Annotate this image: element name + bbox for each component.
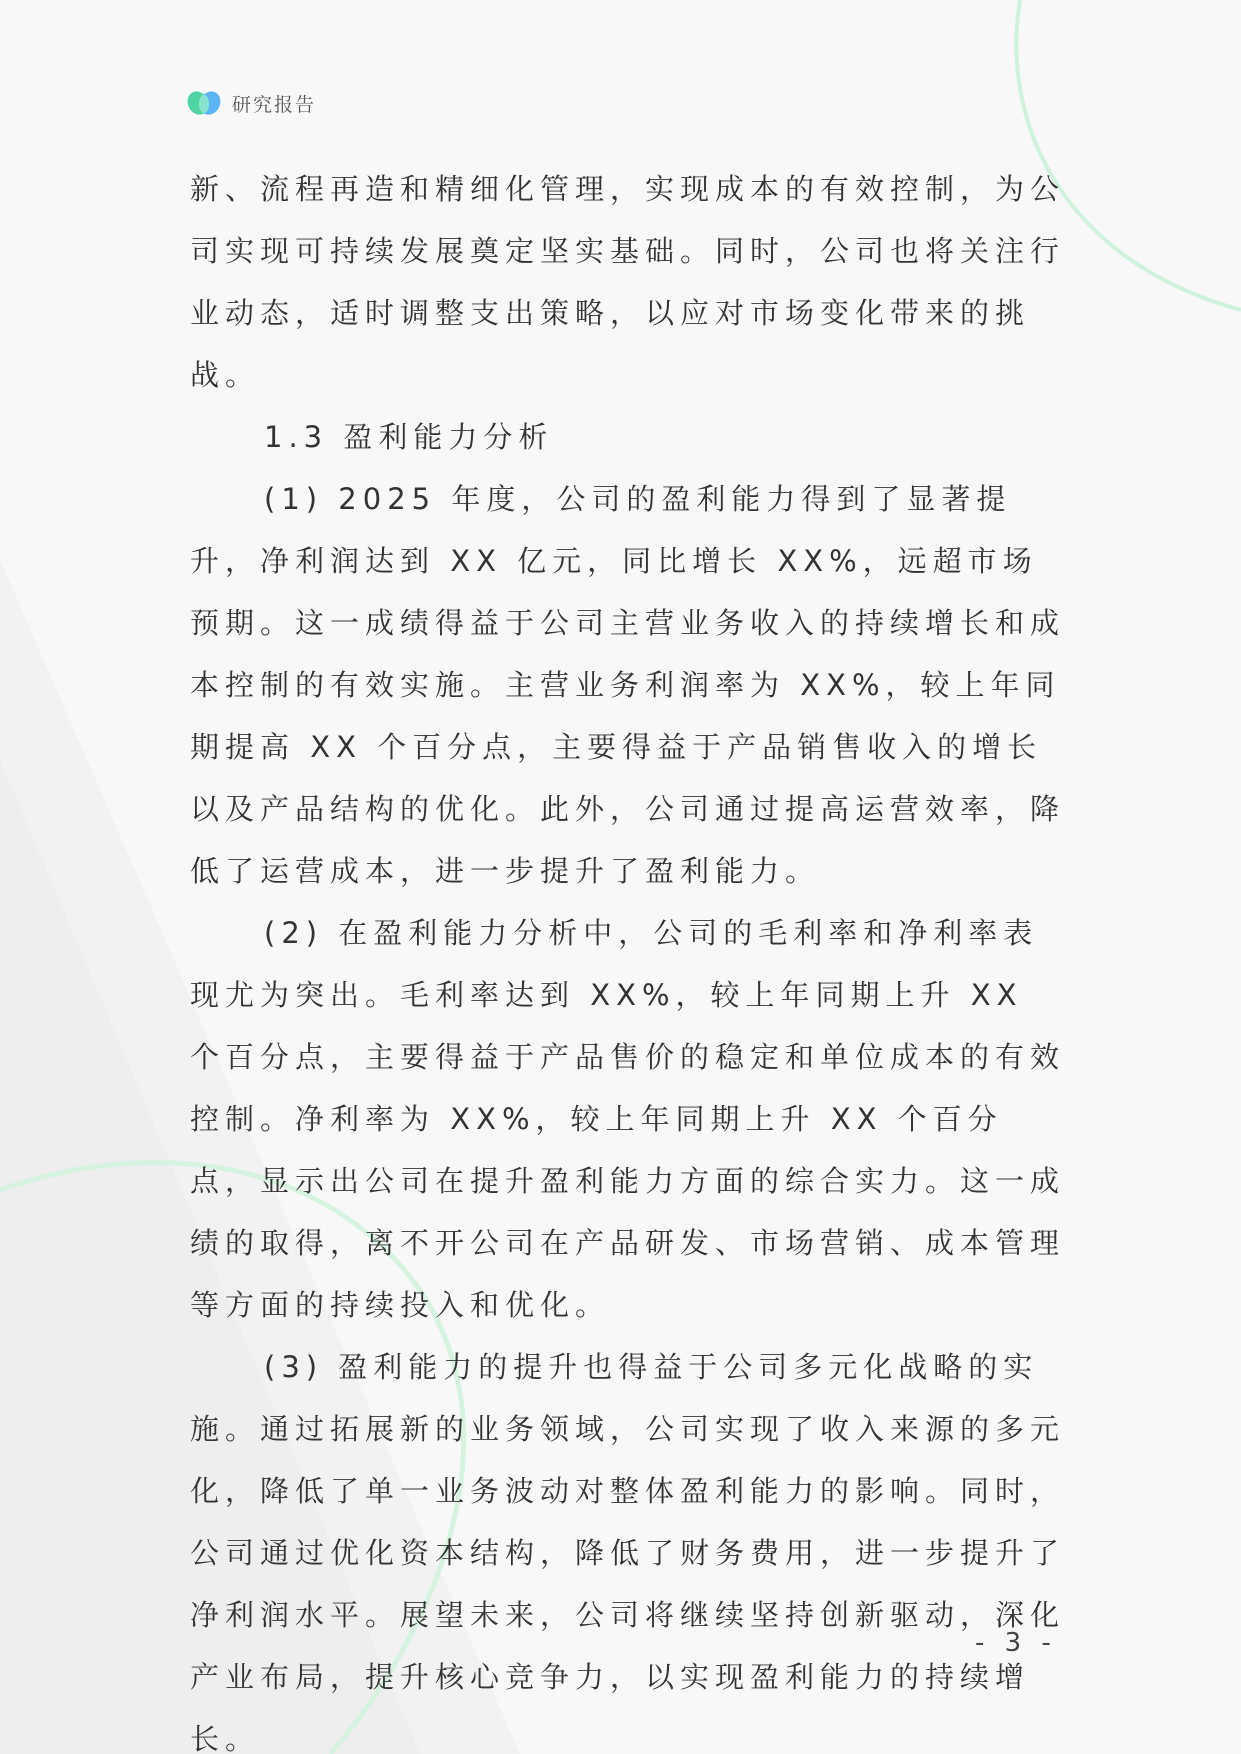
intro-paragraph: 新、流程再造和精细化管理，实现成本的有效控制，为公司实现可持续发展奠定坚实基础。同时，公司也将关注行业动态，适时调整支出策略，以应对市场变化带来的挑战。 — [190, 172, 1066, 392]
report-logo-icon — [186, 88, 222, 118]
paragraph-2: (2) 在盈利能力分析中，公司的毛利率和净利率表现尤为突出。毛利率达到 XX%，较上年同期上升 XX 个百分点，主要得益于产品售价的稳定和单位成本的有效控制。净利率为 XX%，较上年同期上升 XX 个百分点，显示出公司在提升盈利能力方面的综合实力。这一成绩的取得，离不开公司在产品研发、市场营销、成本管理等方面的持续投入和优化。 — [190, 916, 1066, 1322]
report-header — [186, 88, 316, 118]
report-body — [190, 158, 1070, 1754]
page-number: - 3 - — [975, 1628, 1057, 1658]
header-title: 研究报告 — [232, 93, 317, 116]
paragraph-3: (3) 盈利能力的提升也得益于公司多元化战略的实施。通过拓展新的业务领域，公司实现了收入来源的多元化，降低了单一业务波动对整体盈利能力的影响。同时，公司通过优化资本结构，降低了财务费用，进一步提升了净利润水平。展望未来，公司将继续坚持创新驱动，深化产业布局，提升核心竞争力，以实现盈利能力的持续增长。 — [190, 1350, 1066, 1754]
section-heading: 1.3 盈利能力分析 — [264, 420, 554, 454]
paragraph-1: (1) 2025 年度，公司的盈利能力得到了显著提升，净利润达到 XX 亿元，同比增长 XX%，远超市场预期。这一成绩得益于公司主营业务收入的持续增长和成本控制的有效实施。主营业务利润率为 XX%，较上年同期提高 XX 个百分点，主要得益于产品销售收入的增长以及产品结构的优化。此外，公司通过提高运营效率，降低了运营成本，进一步提升了盈利能力。 — [190, 482, 1066, 888]
